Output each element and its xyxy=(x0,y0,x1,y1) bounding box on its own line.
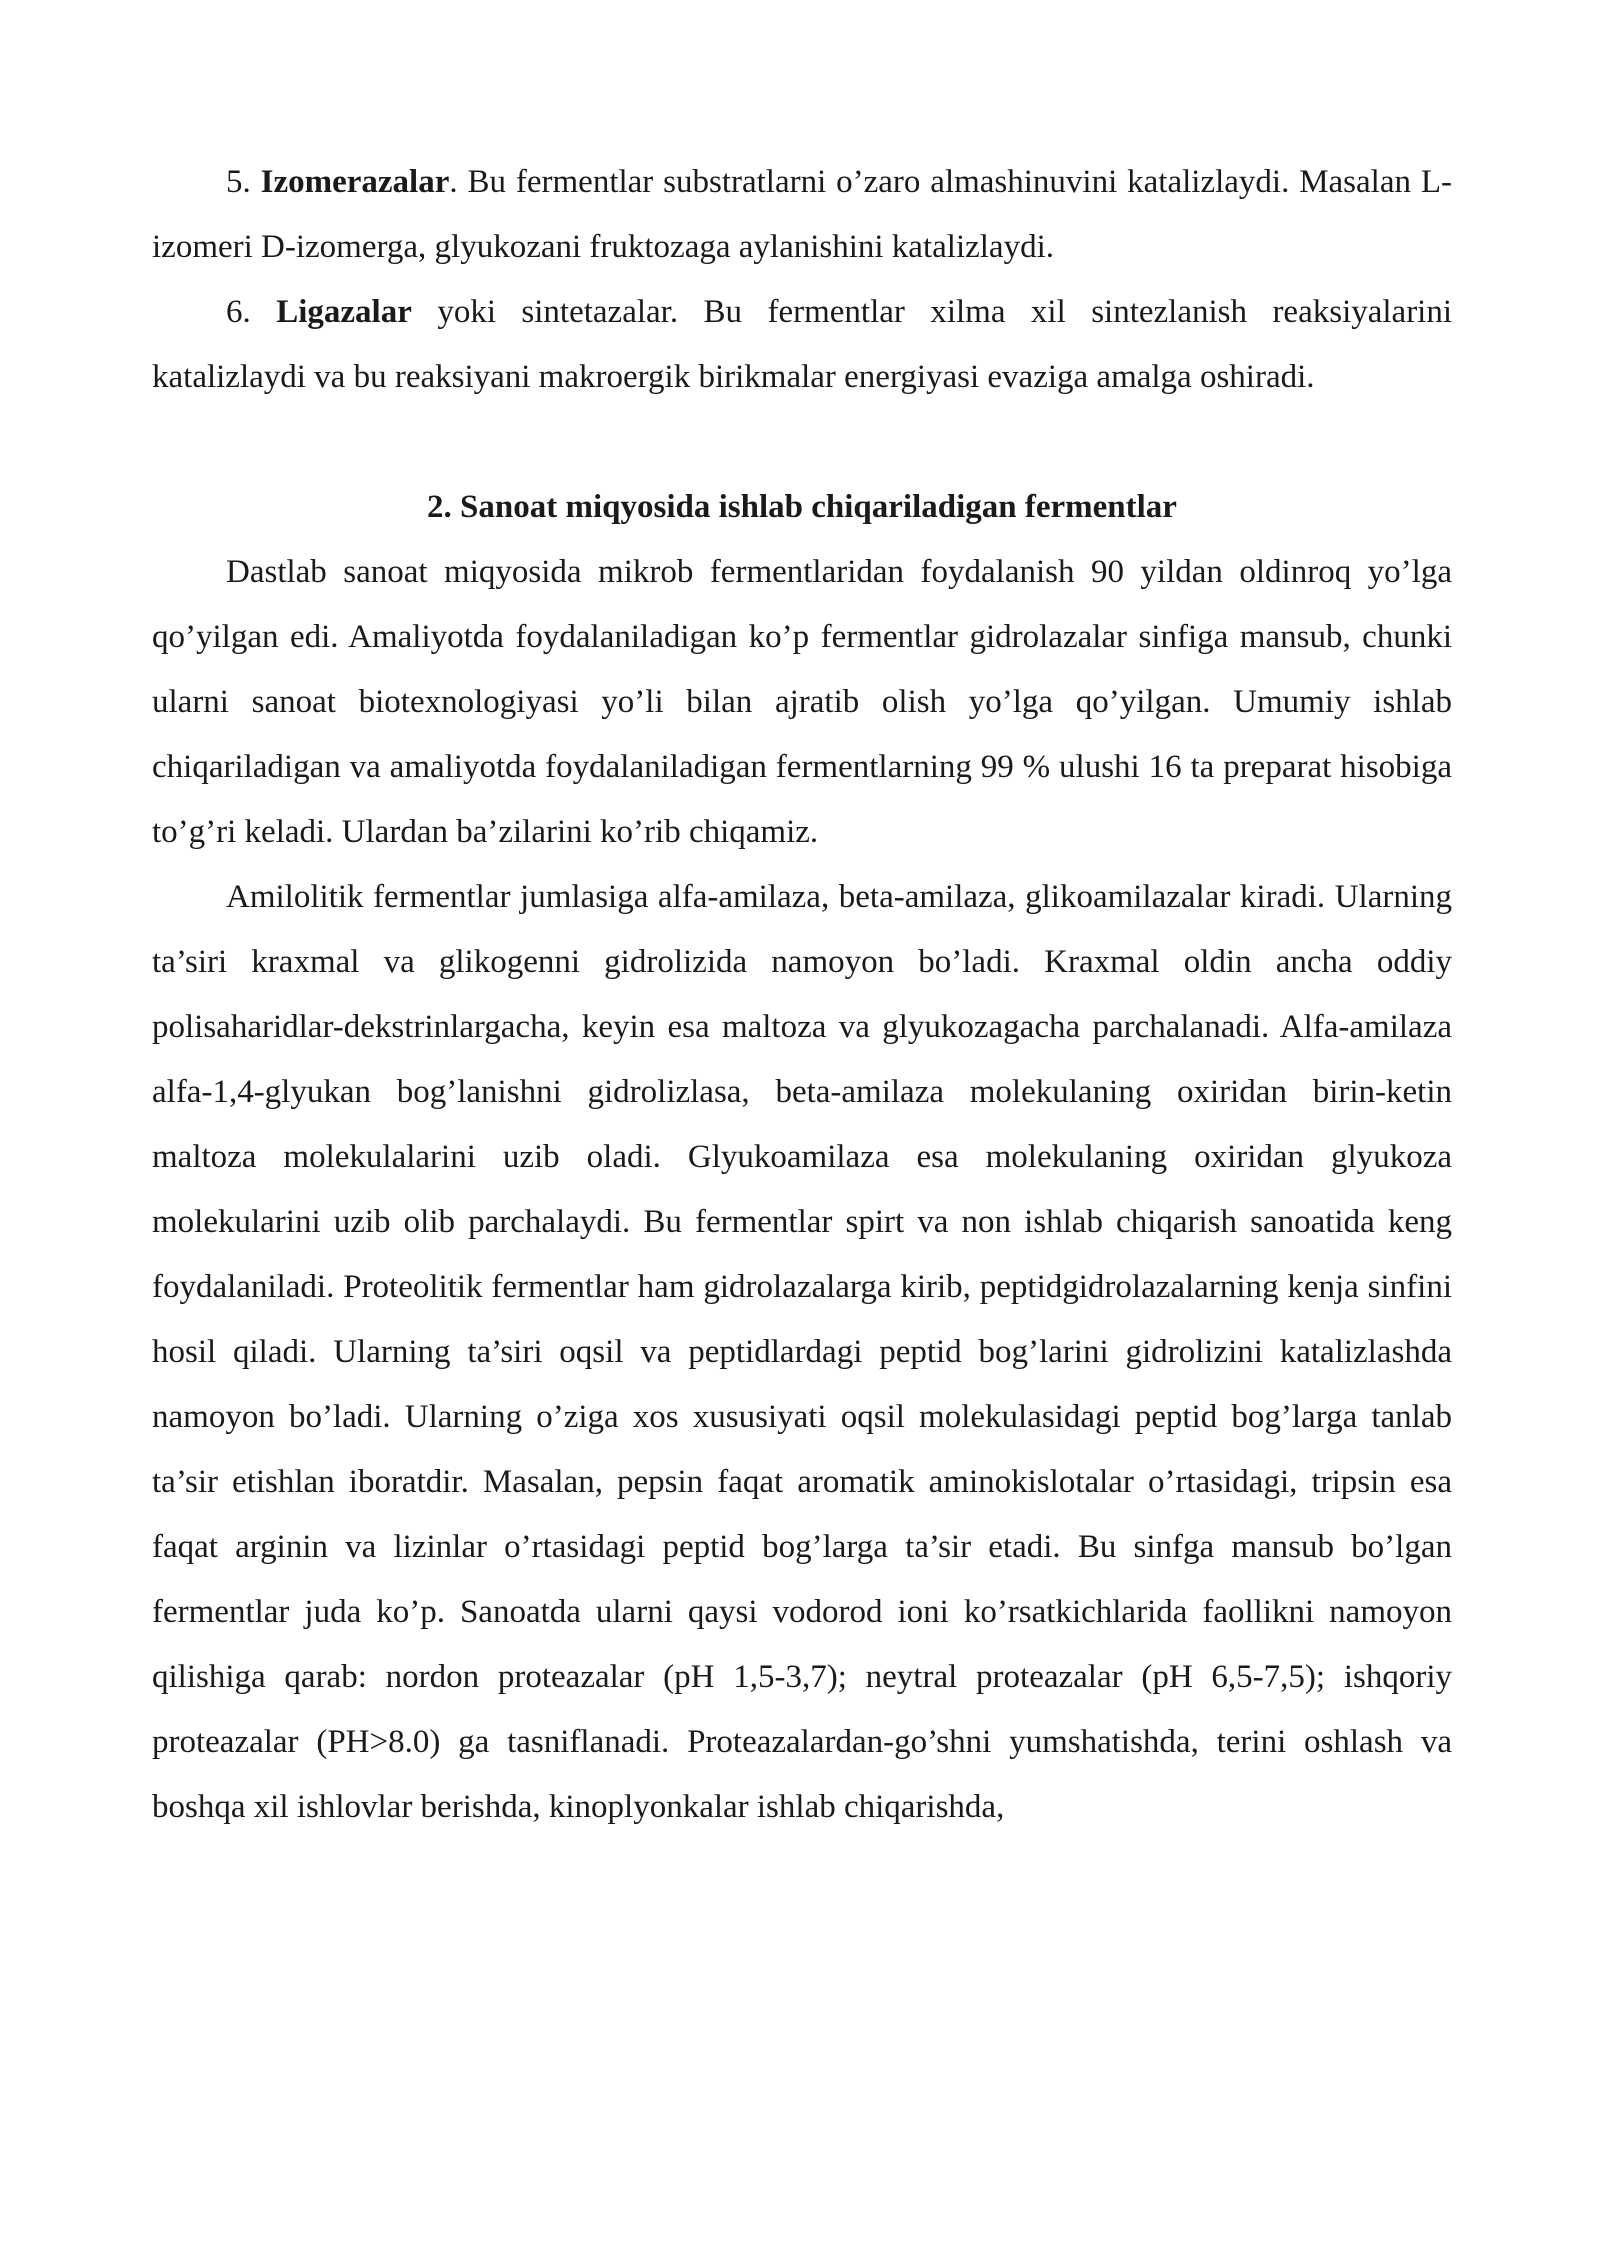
list-item-ligazalar xyxy=(152,280,1452,410)
list-item-izomerazalar xyxy=(152,150,1452,280)
body-paragraph: Dastlab sanoat miqyosida mikrob fermentlaridan foydalanish 90 yildan oldinroq yo’lga qo’yilgan edi. Amaliyotda foydalaniladigan ko’p fermentlar gidrolazalar sinfiga mansub, chunki ularni sanoat biotexnologiyasi yo’li bilan ajratib olish yo’lga qo’yilgan. Umumiy ishlab chiqariladigan va amaliyotda foydalaniladigan fermentlarning 99 % ulushi 16 ta preparat hisobiga to’g’ri keladi. Ulardan ba’zilarini ko’rib chiqamiz. xyxy=(152,554,1452,850)
item-number: 5. xyxy=(226,164,251,200)
section-heading: 2. Sanoat miqyosida ishlab chiqariladigan fermentlar xyxy=(427,489,1177,525)
item-term: Ligazalar xyxy=(276,294,412,330)
item-number: 6. xyxy=(226,294,251,330)
item-term: Izomerazalar xyxy=(260,164,450,200)
item-text: . Bu fermentlar substratlarni o’zaro almashinuvini katalizlaydi. Masalan L-izomeri D-izomerga, glyukozani fruktozaga aylanishini katalizlaydi. xyxy=(152,164,1452,265)
item-text: yoki sintetazalar. Bu fermentlar xilma xil sintezlanish reaksiyalarini katalizlaydi va bu reaksiyani makroergik birikmalar energiyasi evaziga amalga oshiradi. xyxy=(152,294,1453,395)
body-paragraph: Amilolitik fermentlar jumlasiga alfa-amilaza, beta-amilaza, glikoamilazalar kiradi. Ularning ta’siri kraxmal va glikogenni gidrolizida namoyon bo’ladi. Kraxmal oldin ancha oddiy polisaharidlar-dekstrinlargacha, keyin esa maltoza va glyukozagacha parchalanadi. Alfa-amilaza alfa-1,4-glyukan bog’lanishni gidrolizlasa, beta-amilaza molekulaning oxiridan birin-ketin maltoza molekulalarini uzib oladi. Glyukoamilaza esa molekulaning oxiridan glyukoza molekularini uzib olib parchalaydi. Bu fermentlar spirt va non ishlab chiqarish sanoatida keng foydalaniladi. Proteolitik fermentlar ham gidrolazalarga kirib, peptidgidrolazalarning kenja sinfini hosil qiladi. Ularning ta’siri oqsil va peptidlardagi peptid bog’larini gidrolizini katalizlashda namoyon bo’ladi. Ularning o’ziga xos xususiyati oqsil molekulasidagi peptid bog’larga tanlab ta’sir etishlan iboratdir. Masalan, pepsin faqat aromatik aminokislotalar o’rtasidagi, tripsin esa faqat arginin va lizinlar o’rtasidagi peptid bog’larga ta’sir etadi. Bu sinfga mansub bo’lgan fermentlar juda ko’p. Sanoatda ularni qaysi vodorod ioni ko’rsatkichlarida faollikni namoyon qilishiga qarab: nordon proteazalar (pH 1,5-3,7); neytral proteazalar (pH 6,5-7,5); ishqoriy proteazalar (PH>8.0) ga tasniflanadi. Proteazalardan-go’shni yumshatishda, terini oshlash va boshqa xil ishlovlar berishda, kinoplyonkalar ishlab chiqarishda, xyxy=(152,879,1452,1825)
document-page xyxy=(152,150,1452,1840)
